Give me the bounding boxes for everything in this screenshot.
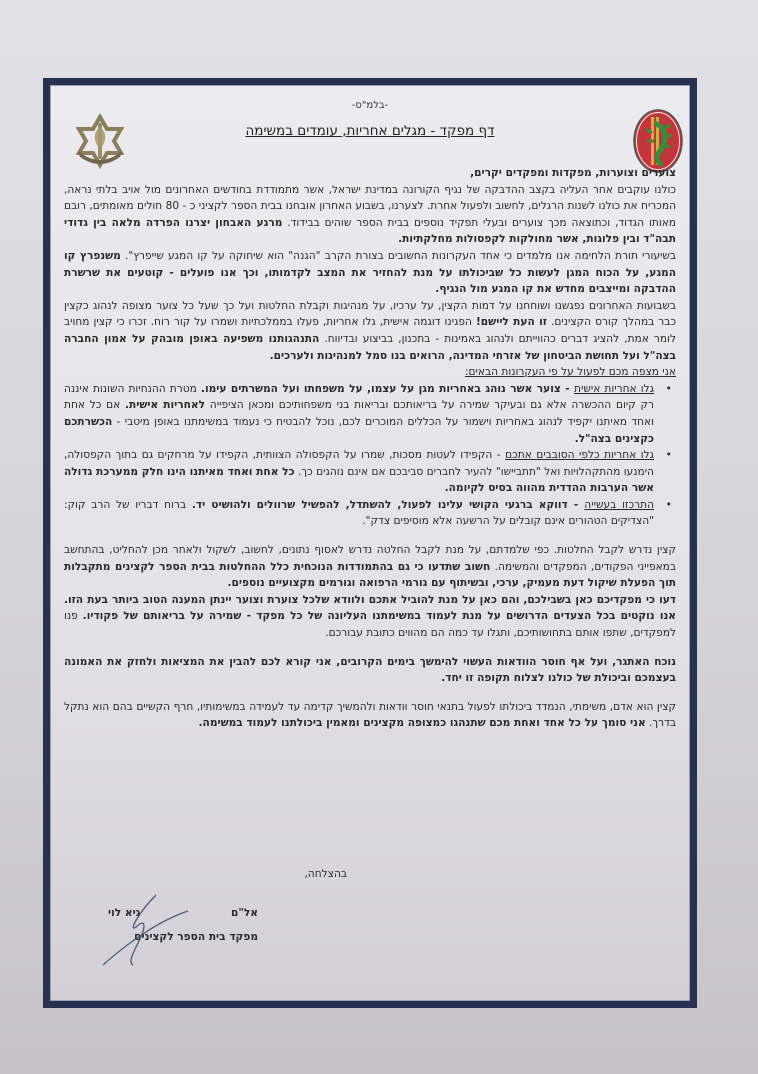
- signer-name: גיא לוי: [108, 907, 141, 919]
- paragraph-5: דעו כי מפקדיכם כאן בשבילכם, והם כאן על מנת להוביל אתכם ולוודא שלכל צוערת וצוער יינתן המענה הטוב ביותר בעת הזו. אנו נוקטים בכל הצעדים הדרושים על מנת לעמוד במשימתנו העליונה של כל מפקד - שמירה על בריאותם של פקודיו. פנו למפקדים, שתפו אותם בתחושותיכם, ותגלו עד כמה הם מהווים כתובת עבורכם.: [64, 593, 676, 640]
- classification-label: -בלמ"ס-: [351, 100, 389, 111]
- paragraph-2: בשיעורי תורת הלחימה אנו מלמדים כי אחד העקרונות החשובים בצורת הקרב "הגנה" הוא שיחוקה על קו המגע שייפרץ". משנפרץ קו המגע, על הכוח המגן לעשות כל שביכולתו על מנת להחזיר את המצב לקדמותו, וכך אנו פועלים - קוטעים את שרשרת ההדבקה ומייצבים מחדש את קו המגע מול הנגיף.: [64, 249, 676, 296]
- letter-body: [64, 165, 676, 732]
- greeting: צוערים וצוערות, מפקדות ומפקדים יקרים,: [470, 167, 676, 179]
- paragraph-7: קצין הוא אדם, משימתי, הנמדד ביכולתו לפעול בתנאי חוסר וודאות ולהמשיך קדימה עד לעמידה במשימותיו, חרף הקשיים בהם הוא נתקל בדרך. אני סומך על כל אחד ואחת מכם שתנהגו כמצופה מקצינים ומאמין ביכולתנו לעמוד במשימה.: [64, 700, 676, 730]
- signer-position: מפקד בית הספר לקצינים: [134, 931, 258, 943]
- closing-line: בהצלחה,: [304, 868, 347, 880]
- principle-item: • גלו אחריות אישית - צוער אשר נוהג באחריות מגן על עצמו, על משפחתו ועל המשרתים עימו. מטרת ההנחיות השונות איננה רק קיום ההכשרה אלא גם ובעיקר שמירה על בריאותכם ובריאות בני משפחותיכם ומכאן הציפייה לאחריות אישית. אם כל אחת ואחד מאיתנו יקפיד לנהוג באחריות וישמור על הכללים המוכרים לכם, נוכל להבטיח כי נעמוד במשימתנו באופן מיטבי - הכשרתכם כקצינים בצה"ל.: [64, 381, 654, 447]
- page-title: דף מפקד - מגלים אחריות, עומדים במשימה: [245, 123, 495, 139]
- paragraph-4: קצין נדרש לקבל החלטות. כפי שלמדתם, על מנת לקבל החלטה נדרש לאסוף נתונים, לחשוב, לשקול ולאחר מכן להחליט, בהתחשב במאפייני הפקודים, המפקדים והמשימה. חשוב שתדעו כי גם בהתמודדות הנוכחית כלל ההחלטות בבית הספר לקצינים מתקבלות תוך הפעלת שיקול דעת מעמיק, ערכי, ובשיתוף עם גורמי הרפואה וגורמים מקצועיים נוספים.: [64, 544, 676, 590]
- paragraph-1: כולנו עוקבים אחר העליה בקצב ההדבקה של נגיף הקורונה במדינת ישראל, אשר מתמודדת בחודשים האחרונים מול אויב בלתי נראה, המכריח את כולנו לשנות הרגלים, לחשוב ולפעול אחרת. לצערנו, בשבוע האחרון אובחנו בבית הספר לקציני כ - 80 חולים מאומתים, רובם מאותו הגדוד, וכתוצאה מכך צוערים ובעלי תפקיד נוספים בבית הספר שוהים בבידוד. מרגע האבחון יצרנו הפרדה מלאה בין גדודי תבה"ד ובין פלוגות, אשר מחולקות לקפסולות מחלקתיות.: [64, 183, 677, 246]
- idf-emblem-icon: [72, 113, 128, 169]
- principle-item: • התרכזו בעשייה - דווקא ברגעי הקושי עלינו לפעול, להשתדל, להפשיל שרוולים ולהושיט יד. ברוח דבריו של הרב קוק: "הצדיקים הטהורים אינם קובלים על הרשעה אלא מוסיפים צדק".: [64, 497, 654, 530]
- document-frame: [43, 78, 697, 1008]
- principles-intro: אני מצפה מכם לפעול על פי העקרונות הבאים:: [464, 366, 676, 379]
- handwritten-signature-icon: [98, 893, 193, 968]
- paragraph-6: נוכח האתגר, ועל אף חוסר הוודאות העשוי להימשך בימים הקרובים, אני קורא לכם להבין את המציאות ולחזק את האמונה בעצמכם וביכולת של כולנו לצלוח תקופה זו יחד.: [64, 655, 676, 685]
- principle-item: • גלו אחריות כלפי הסובבים אתכם - הקפידו לעטות מסכות, שמרו על הקפסולה הצוותית, הקפידו על מרחקים גם בתוך הקפסולה, הימנעו מהתקהלויות ואל "תתביישו" להעיר לחברים סביבכם אם אינם נוהגים כך. כל אחת ואחד מאיתנו הינו חלק ממערכת גדולה אשר הערבות ההדדית מהווה בסיס לקיומה.: [64, 447, 654, 497]
- paragraph-3: בשבועות האחרונים נפגשנו ושוחחנו על דמות הקצין, על ערכיו, על מנהיגות וקבלת החלטות ועל כך שעל כל צוער מצופה לנהוג כקצין כבר במהלך קורס הקצינים. זו העת ליישם! הפגינו דוגמה אישית, גלו אחריות, פעלו בממלכתיות ושמרו על קור רוח. זכרו כי קצין מחויב לומר אמת, להציג דברים כהווייתם ולנהוג באמינות - בתכנון, בביצוע ובדיווח. התנהגותנו משפיעה באופן מובהק על אמון החברה בצה"ל ועל תחושת הביטחון של אזרחי המדינה, הרואים בנו סמל למנהיגות ולערכים.: [64, 299, 676, 362]
- signer-rank: אל"ם: [230, 907, 258, 919]
- principles-list: [64, 381, 676, 530]
